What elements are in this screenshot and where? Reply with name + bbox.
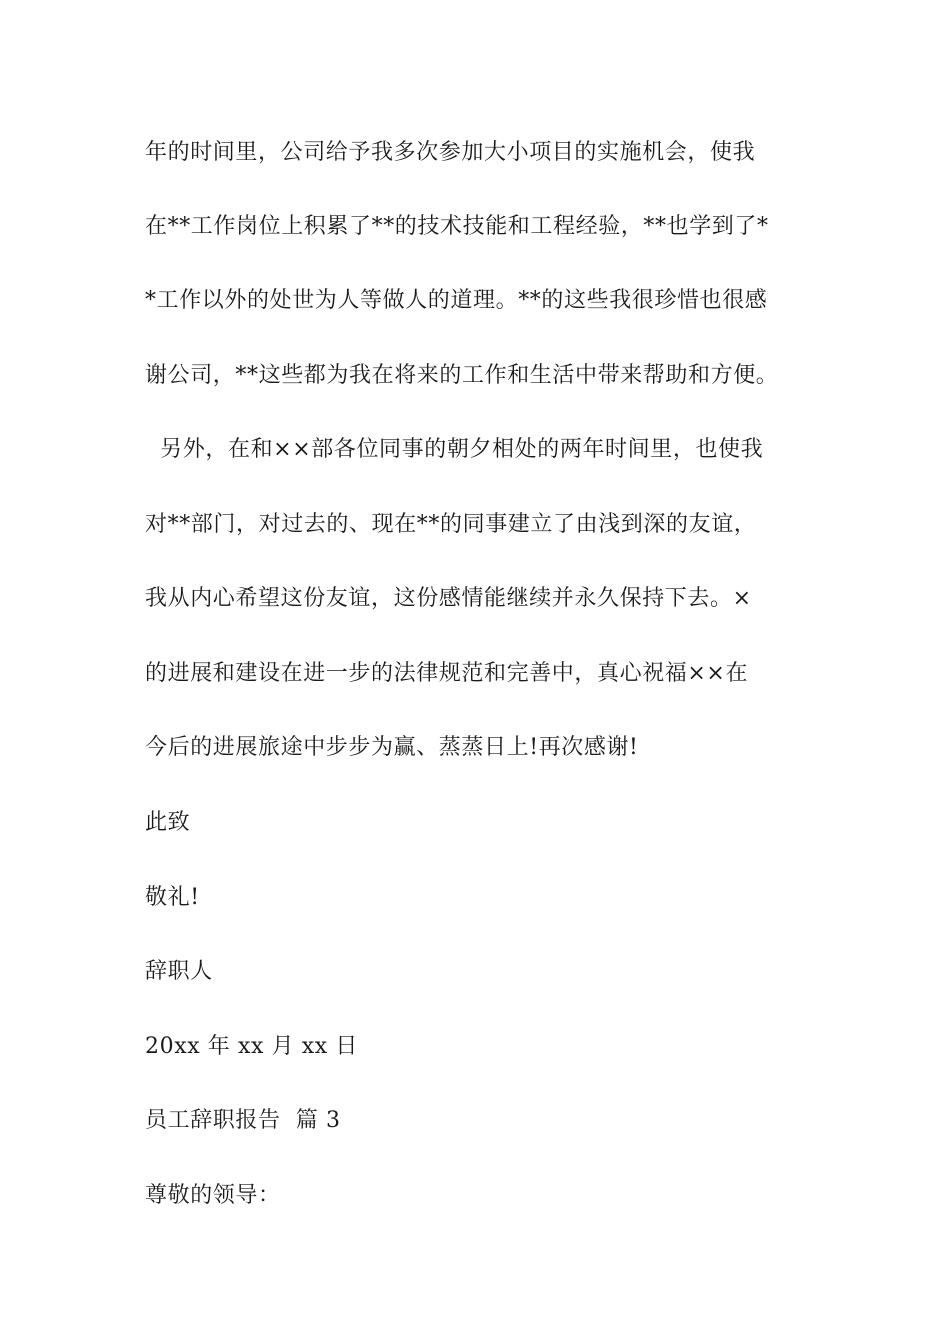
body-line-4: 谢公司，**这些都为我在将来的工作和生活中带来帮助和方便。 xyxy=(145,363,779,388)
greeting-text: 尊敬的领导： xyxy=(145,1183,281,1208)
body-line-5: 另外，在和××部各位同事的朝夕相处的两年时间里，也使我 xyxy=(145,437,764,462)
signer-label: 辞职人 xyxy=(145,959,213,984)
body-line-9: 今后的进展旅途中步步为赢、蒸蒸日上!再次感谢! xyxy=(145,735,639,760)
section-title: 员工辞职报告 篇 3 xyxy=(145,1108,341,1133)
body-line-7: 我从内心希望这份友谊，这份感情能继续并永久保持下去。× xyxy=(145,586,752,611)
closing-text: 此致 xyxy=(145,810,191,835)
date-text: 20xx 年 xx 月 xx 日 xyxy=(145,1034,359,1059)
body-line-6: 对**部门，对过去的、现在**的同事建立了由浅到深的友谊， xyxy=(145,512,757,537)
body-line-8: 的进展和建设在进一步的法律规范和完善中，真心祝福××在 xyxy=(145,661,749,686)
body-line-2: 在**工作岗位上积累了**的技术技能和工程经验，**也学到了* xyxy=(145,214,769,239)
salute-text: 敬礼! xyxy=(145,885,200,910)
body-line-3: *工作以外的处世为人等做人的道理。**的这些我很珍惜也很感 xyxy=(145,288,768,313)
body-line-1: 年的时间里，公司给予我多次参加大小项目的实施机会，使我 xyxy=(145,140,756,165)
